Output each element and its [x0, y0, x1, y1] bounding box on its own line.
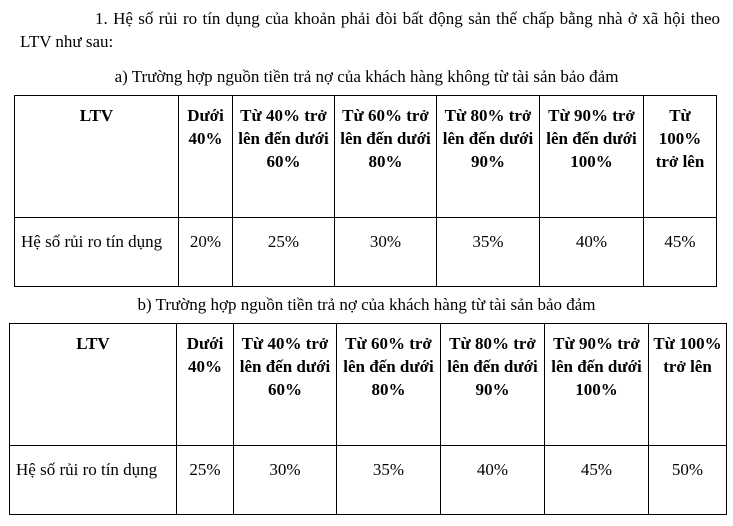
header-cell: Từ 100% trở lên — [649, 324, 727, 446]
value-cell: 40% — [441, 446, 545, 515]
value-cell: 35% — [337, 446, 441, 515]
header-cell: Từ 40% trở lên đến dưới 60% — [234, 324, 337, 446]
section-b-caption: b) Trường hợp nguồn tiền trả nợ của khách hàng từ tài sản bảo đảm — [137, 295, 596, 314]
value-cell: 25% — [233, 218, 335, 287]
row-label-cell: Hệ số rủi ro tín dụng — [15, 218, 179, 287]
header-cell: Từ 40% trở lên đến dưới 60% — [233, 96, 335, 218]
header-cell: Dưới 40% — [177, 324, 234, 446]
value-cell: 50% — [649, 446, 727, 515]
header-cell: Từ 80% trở lên đến dưới 90% — [437, 96, 540, 218]
value-cell: 30% — [234, 446, 337, 515]
header-cell: Từ 90% trở lên đến dưới 100% — [540, 96, 644, 218]
header-cell: Dưới 40% — [179, 96, 233, 218]
header-cell: Từ 80% trở lên đến dưới 90% — [441, 324, 545, 446]
value-cell: 25% — [177, 446, 234, 515]
risk-table-a — [14, 95, 717, 287]
value-cell: 20% — [179, 218, 233, 287]
header-cell-ltv: LTV — [15, 96, 179, 218]
risk-table-b — [9, 323, 727, 515]
header-cell: Từ 60% trở lên đến dưới 80% — [335, 96, 437, 218]
table-header-row — [10, 324, 727, 446]
section-a-caption: a) Trường hợp nguồn tiền trả nợ của khách hàng không từ tài sản bảo đảm — [114, 67, 619, 86]
intro-paragraph: 1. Hệ số rủi ro tín dụng của khoản phải đòi bất động sản thế chấp bằng nhà ở xã hội theo LTV như sau: — [20, 9, 720, 51]
header-cell: Từ 90% trở lên đến dưới 100% — [545, 324, 649, 446]
header-cell: Từ 100% trở lên — [644, 96, 717, 218]
value-cell: 45% — [644, 218, 717, 287]
row-label-cell: Hệ số rủi ro tín dụng — [10, 446, 177, 515]
value-cell: 35% — [437, 218, 540, 287]
header-cell: Từ 60% trở lên đến dưới 80% — [337, 324, 441, 446]
table-row — [15, 218, 717, 287]
value-cell: 30% — [335, 218, 437, 287]
table-row — [10, 446, 727, 515]
table-header-row — [15, 96, 717, 218]
value-cell: 40% — [540, 218, 644, 287]
value-cell: 45% — [545, 446, 649, 515]
header-cell-ltv: LTV — [10, 324, 177, 446]
